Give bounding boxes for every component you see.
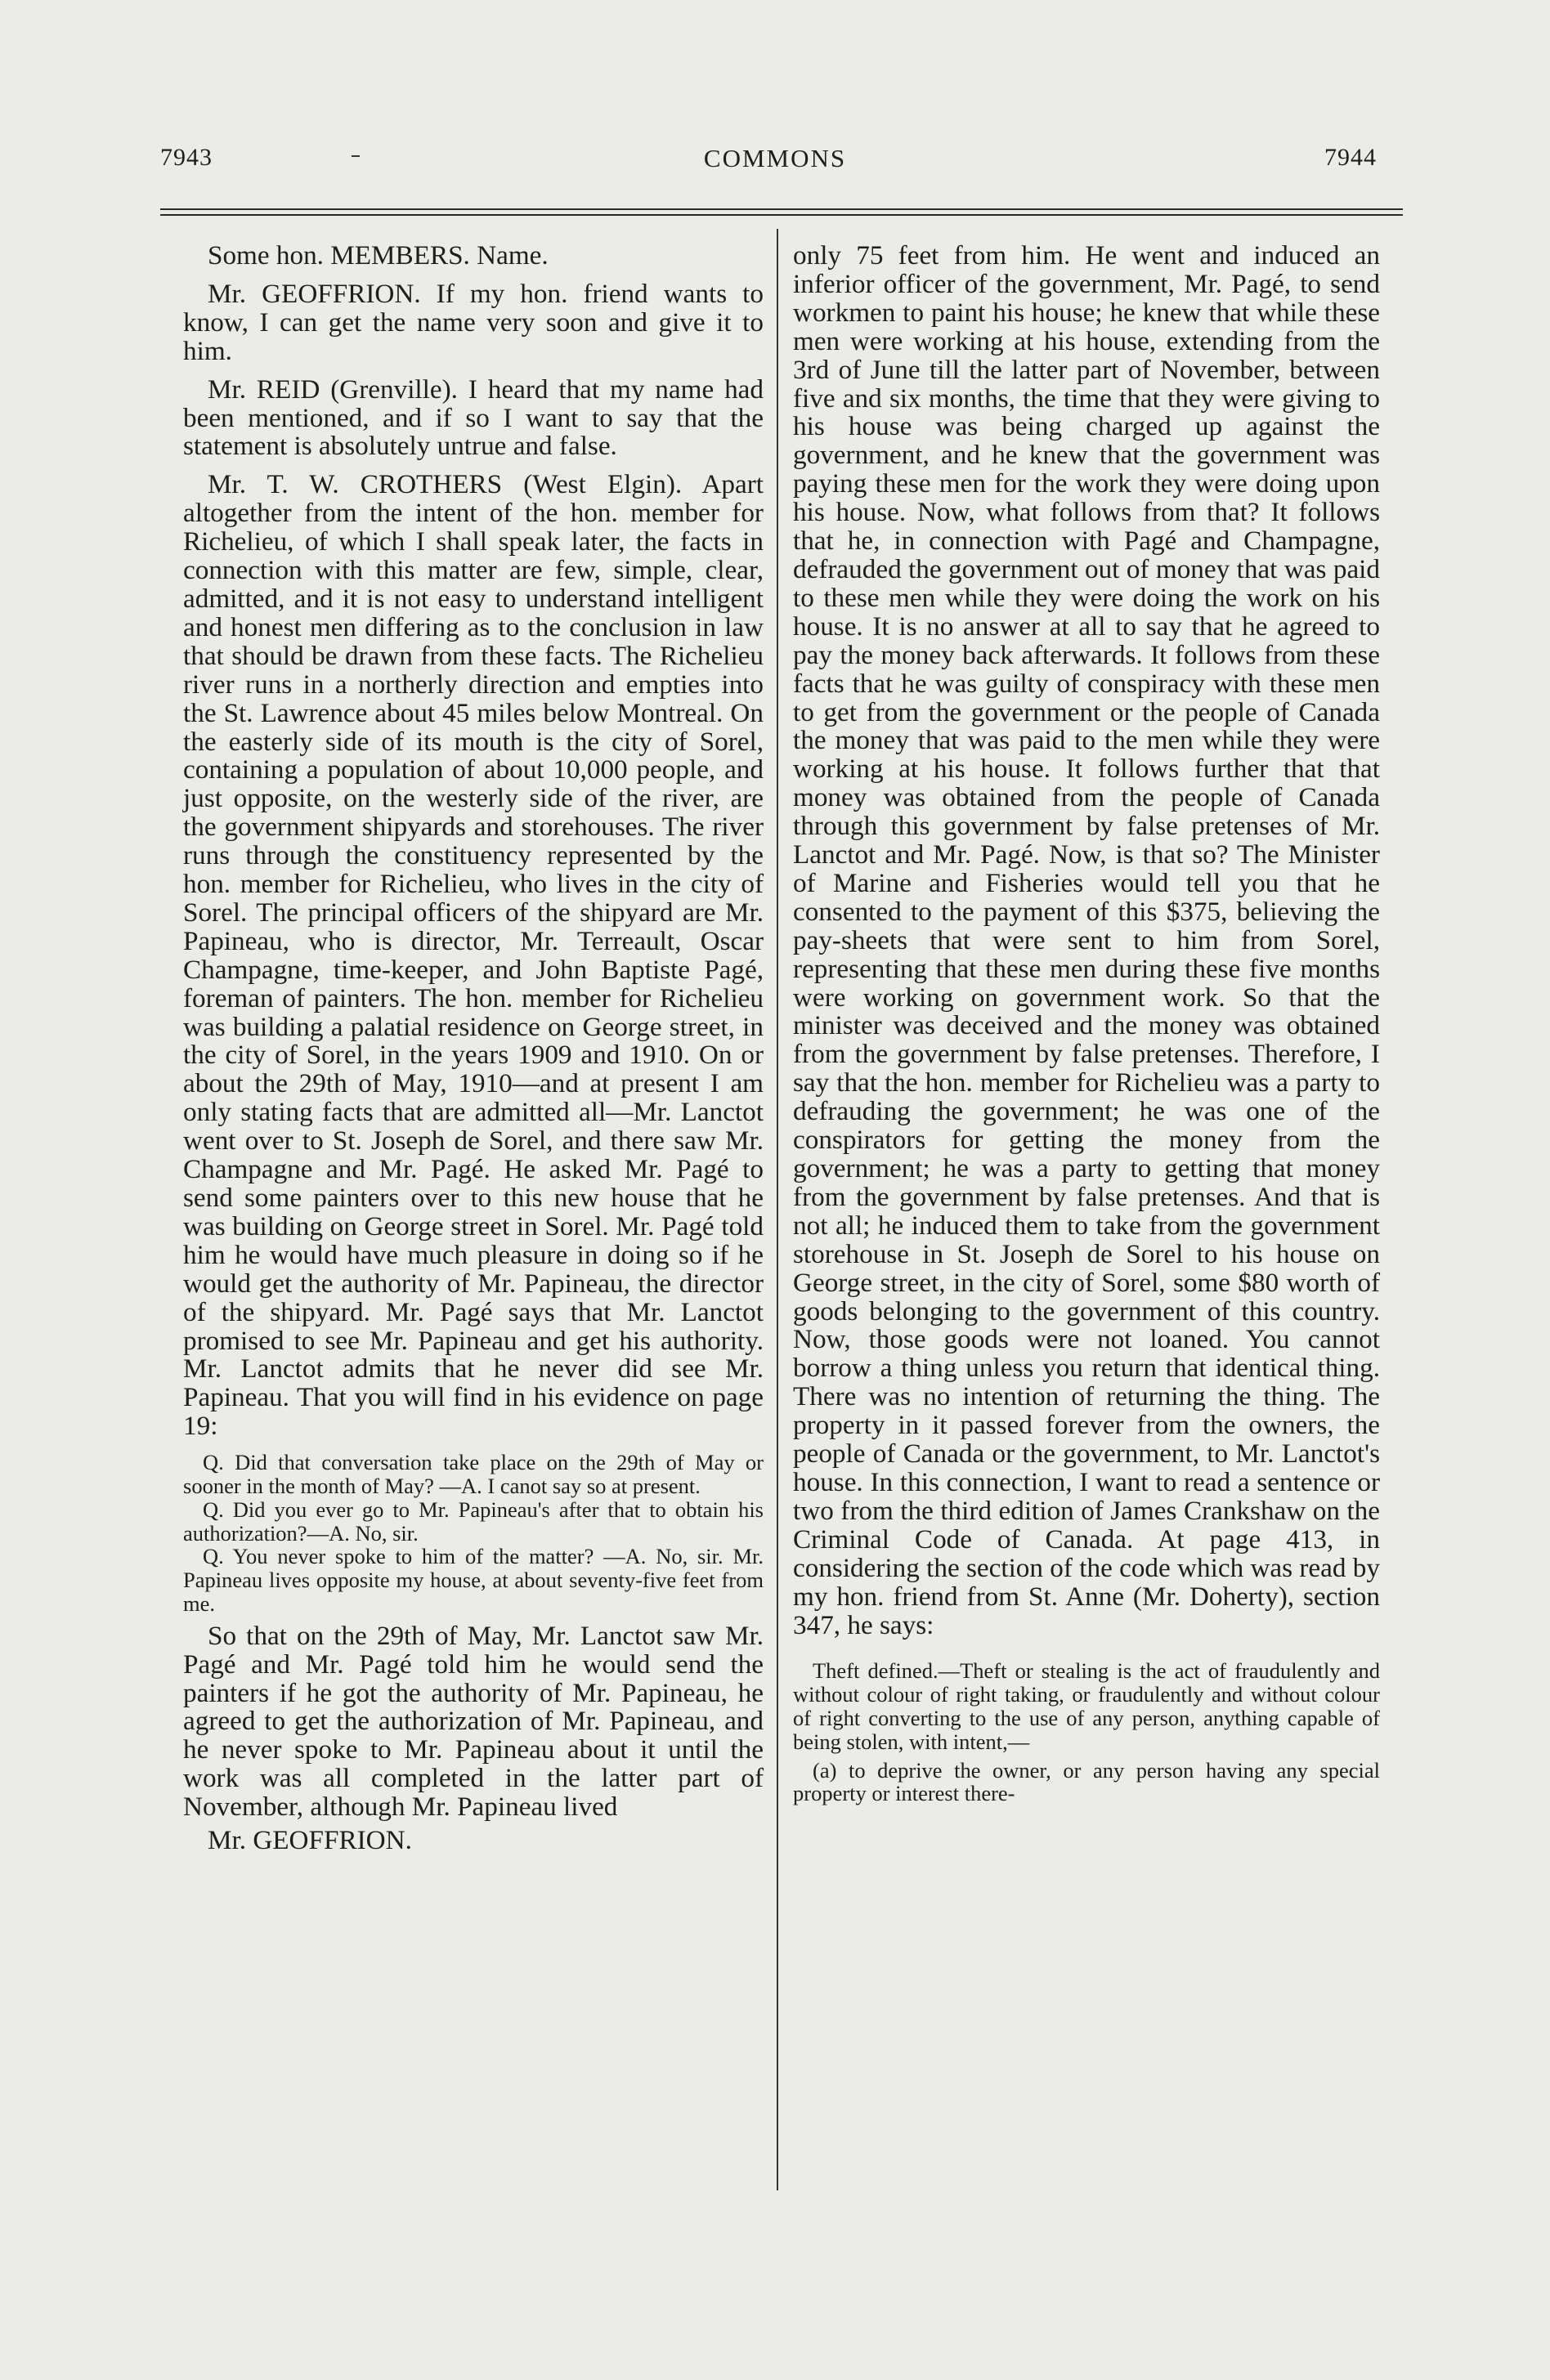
header-rule-top <box>160 208 1403 210</box>
quoted-evidence: Q. Did that conversation take place on the 29th of May or sooner in the month of May? —A. I canot say so at present. <box>183 1450 764 1498</box>
quoted-evidence: Q. You never spoke to him of the matter? —A. No, sir. Mr. Papineau lives opposite my house, at about seventy-five feet from me. <box>183 1544 764 1616</box>
paragraph: So that on the 29th of May, Mr. Lanctot saw Mr. Pagé and Mr. Pagé told him he would send the painters if he got the authority of Mr. Papineau, he agreed to get the authorization of Mr. Papineau, and he never spoke to Mr. Papineau about it until the work was all completed in the latter part of November, although Mr. Papineau lived <box>183 1620 764 1823</box>
quoted-law: Theft defined.—Theft or stealing is the act of fraudulently and without colour of right taking, or fraudulently and without colour of right converting to the use of any person, anything capable of being stolen, with intent,— <box>793 1658 1380 1754</box>
page-number-right: 7944 <box>1324 144 1377 171</box>
header-rule-bottom <box>160 214 1403 216</box>
paragraph: only 75 feet from him. He went and induced an inferior officer of the government, Mr. Pagé, to send workmen to paint his house; he knew that while these men were working at his house, extending from the 3rd of June till the latter part of November, between five and six months, the time that they were giving to his house was being charged up against the government, and he knew that the government was paying these men for the work they were doing upon his house. Now, what follows from that? It follows that he, in connection with Pagé and Champagne, defrauded the government out of money that was paid to these men while they were doing the work on his house. It is no answer at all to say that he agreed to pay the money back afterwards. It follows from these facts that he was guilty of conspiracy with these men to get from the government or the people of Canada the money that was paid to the men while they were working at his house. It follows further that that money was obtained from the people of Canada through this government by false pretenses of Mr. Lanctot and Mr. Pagé. Now, is that so? The Minister of Marine and Fisheries would tell you that he consented to the payment of this $375, believing the pay-sheets that were sent to him from Sorel, representing that these men during these five months were working on government work. So that the minister was deceived and the money was obtained from the government by false pretenses. Therefore, I say that the hon. member for Richelieu was a party to defrauding the government; he was one of the conspirators for getting the money from the government; he was a party to getting that money from the government by false pretenses. And that is not all; he induced them to take from the government storehouse in St. Joseph de Sorel to his house on George street, in the city of Sorel, some $80 worth of goods belonging to the government of this country. Now, those goods were not loaned. You cannot borrow a thing unless you return that identical thing. There was no intention of returning the thing. The property in it passed forever from the owners, the people of Canada or the government, to Mr. Lanctot's house. In this connection, I want to read a sentence or two from the third edition of James Crankshaw on the Criminal Code of Canada. At page 413, in considering the section of the code which was read by my hon. friend from St. Anne (Mr. Doherty), section 347, he says: <box>793 240 1380 1640</box>
paragraph: Mr. T. W. CROTHERS (West Elgin). Apart altogether from the intent of the hon. member for Richelieu, of which I shall speak later, the facts in connection with this matter are few, simple, clear, admitted, and it is not easy to understand intelligent and honest men differing as to the conclusion in law that should be drawn from these facts. The Richelieu river runs in a northerly direction and empties into the St. Lawrence about 45 miles below Montreal. On the easterly side of its mouth is the city of Sorel, containing a population of about 10,000 people, and just opposite, on the westerly side of the river, are the government shipyards and storehouses. The river runs through the constituency represented by the hon. member for Richelieu, who lives in the city of Sorel. The principal officers of the shipyard are Mr. Papineau, who is director, Mr. Terreault, Oscar Champagne, time-keeper, and John Baptiste Pagé, foreman of painters. The hon. member for Richelieu was building a palatial residence on George street, in the city of Sorel, in the years 1909 and 1910. On or about the 29th of May, 1910—and at present I am only stating facts that are admitted all—Mr. Lanctot went over to St. Joseph de Sorel, and there saw Mr. Champagne and Mr. Pagé. He asked Mr. Pagé to send some painters over to this new house that he was building on George street in Sorel. Mr. Pagé told him he would have much pleasure in doing so if he would get the authority of Mr. Papineau, the director of the shipyard. Mr. Pagé says that Mr. Lanctot promised to see Mr. Papineau and get his authority. Mr. Lanctot admits that he never did see Mr. Papineau. That you will find in his evidence on page 19: <box>183 469 764 1442</box>
paragraph: Some hon. MEMBERS. Name. <box>208 240 549 271</box>
column-separator <box>777 229 778 2190</box>
page-title: COMMONS <box>703 144 847 172</box>
speaker-label: Mr. GEOFFRION. <box>208 1825 412 1856</box>
quoted-law: (a) to deprive the owner, or any person having any special property or interest there- <box>793 1757 1380 1806</box>
paragraph: Mr. REID (Grenville). I heard that my name had been mentioned, and if so I want to say that the statement is absolutely untrue and false. <box>183 374 764 462</box>
right-column <box>793 242 1380 1805</box>
page-number-left: 7943 <box>160 144 213 171</box>
quoted-evidence: Q. Did you ever go to Mr. Papineau's after that to obtain his authorization?—A. No, sir. <box>183 1496 764 1546</box>
left-column <box>183 242 764 1865</box>
paragraph: Mr. GEOFFRION. If my hon. friend wants to know, I can get the name very soon and give it to him. <box>183 278 764 366</box>
